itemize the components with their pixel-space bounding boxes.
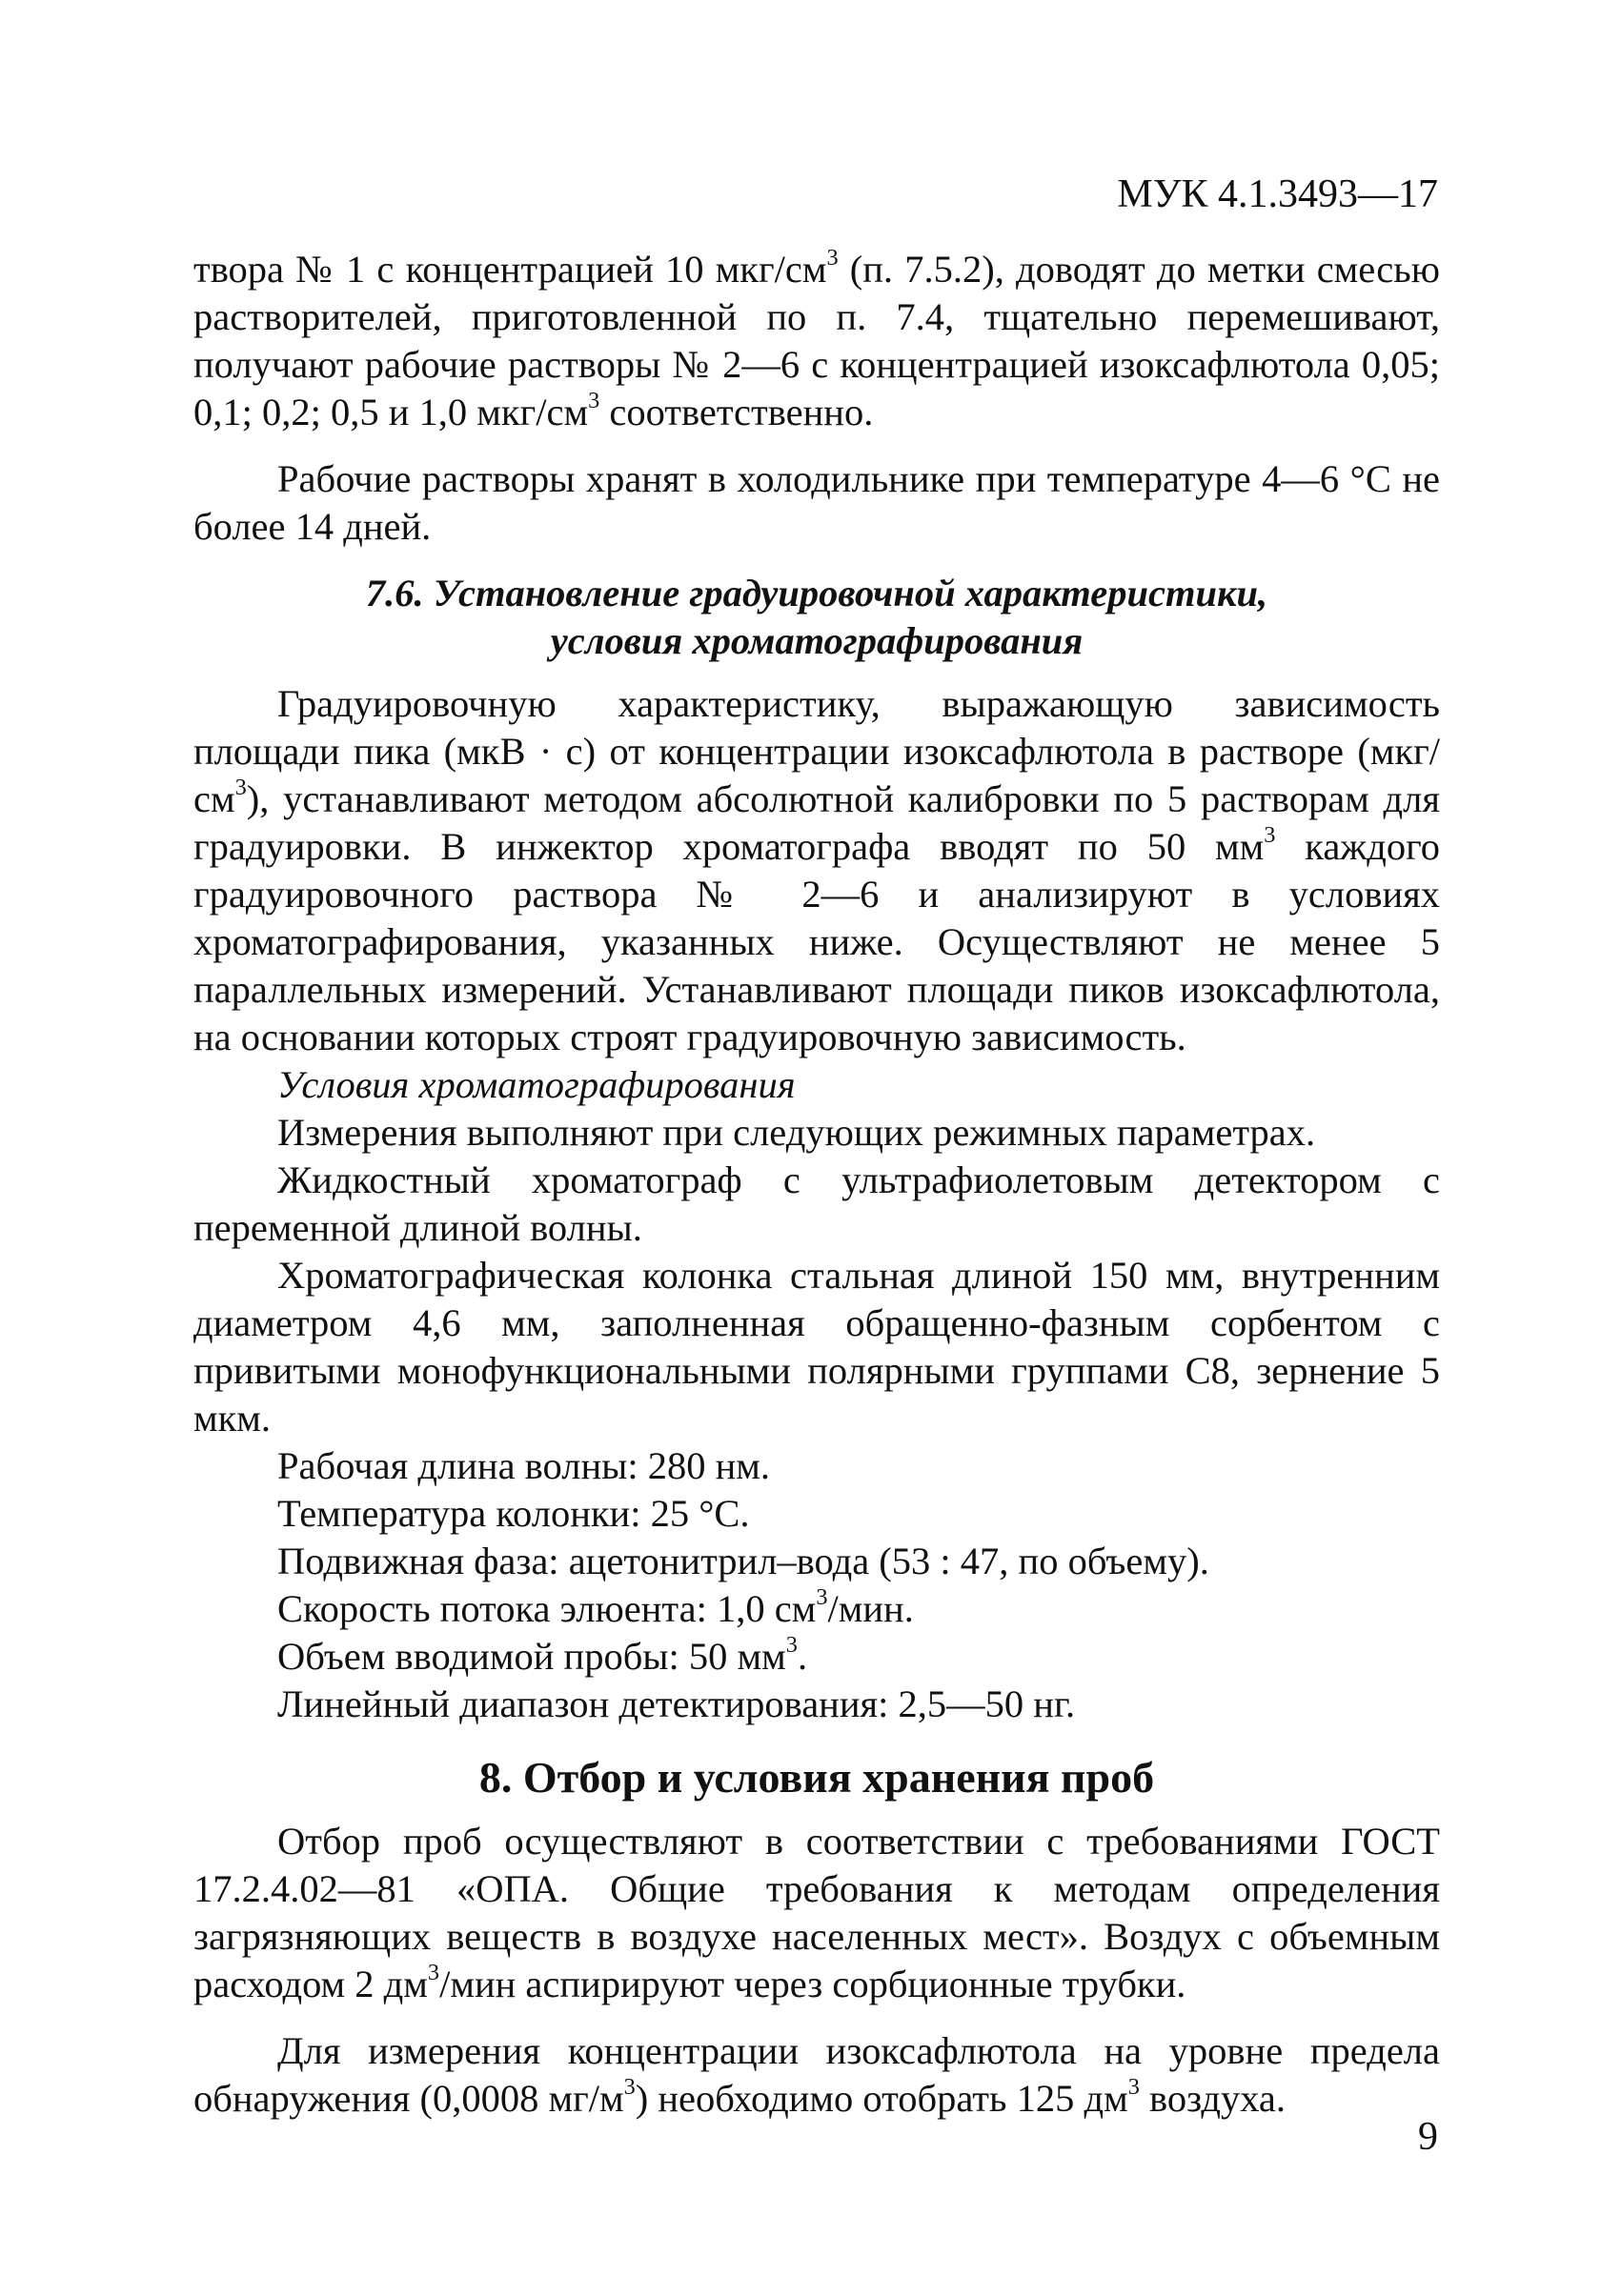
paragraph-working-solutions: твора № 1 с концентрацией 10 мкг/$см^3$ (п. 7.5.2), доводят до метки смесью растворителей, приготовленной по п. 7.4, тщательно перемешивают, получают рабочие растворы № 2—6 с концентрацией изоксафлютола 0,05; 0,1; 0,2; 0,5 и 1,0 мкг/$см^3$ соответственно. — [193, 244, 1440, 433]
param-column-temperature: Температура колонки: 25 °С. — [277, 1492, 750, 1535]
section-heading-8: 8. Отбор и условия хранения проб — [478, 1753, 1155, 1802]
page-content — [193, 246, 1440, 2123]
param-injection-volume: Объем вводимой пробы: 50 $мм^3$. — [277, 1631, 808, 1678]
paragraph-sampling: Отбор проб осуществляют в соответствии с требованиями ГОСТ 17.2.4.02—81 «ОПА. Общие требования к методам определения загрязняющих веществ в воздухе населенных мест». Воздух с объемным расходом 2 $дм^3$/мин аспирируют через сорбционные трубки. — [193, 1820, 1440, 2005]
paragraph-detection-limit: Для измерения концентрации изоксафлютола на уровне предела обнаружения (0,0008 $мг/м^3$) необходимо отобрать 125 $дм^3$ воздуха. — [193, 2029, 1440, 2120]
conditions-label: Условия хроматографирования — [277, 1063, 796, 1106]
page-number: 9 — [1418, 2115, 1438, 2159]
param-linear-range: Линейный диапазон детектирования: 2,5—50 нг. — [277, 1682, 1076, 1725]
param-wavelength: Рабочая длина волны: 280 нм. — [277, 1444, 771, 1487]
subsection-heading-7-6: 7.6. Установление градуировочной характеристики, условия хроматографирования — [365, 572, 1268, 662]
paragraph-column: Хроматографическая колонка стальная длиной 150 мм, внутренним диаметром 4,6 мм, заполненная обращенно-фазным сорбентом с привитыми монофункциональными полярными группами С8, зернение 5 мкм. — [193, 1254, 1440, 1440]
paragraph-chromatograph: Жидкостный хроматограф с ультрафиолетовым детектором с переменной длиной волны. — [193, 1158, 1440, 1249]
param-mobile-phase: Подвижная фаза: ацетонитрил–вода (53 : 47, по объему). — [277, 1540, 1209, 1582]
paragraph-calibration: Градуировочную характеристику, выражающую зависимость площади пика (мкВ · с) от концентрации изоксафлютола в растворе $(мкг/см^3)$, устанавливают методом абсолютной калибровки по 5 растворам для градуировки. В инжектор хроматографа вводят по 50 $мм^3$ каждого градуировочного раствора № 2—6 и анализируют в условиях хроматографирования, указанных ниже. Осуществляют не менее 5 параллельных измерений. Устанавливают площади пиков изоксафлютола, на основании которых строят градуировочную зависимость. — [193, 682, 1440, 1058]
paragraph-storage: Рабочие растворы хранят в холодильнике при температуре 4—6 °С не более 14 дней. — [193, 457, 1440, 548]
document-id-header: МУК 4.1.3493—17 — [1117, 172, 1438, 216]
paragraph-modes: Измерения выполняют при следующих режимных параметрах. — [277, 1111, 1316, 1154]
param-flow-rate: Скорость потока элюента: 1,0 $см^3$/мин. — [277, 1583, 914, 1630]
